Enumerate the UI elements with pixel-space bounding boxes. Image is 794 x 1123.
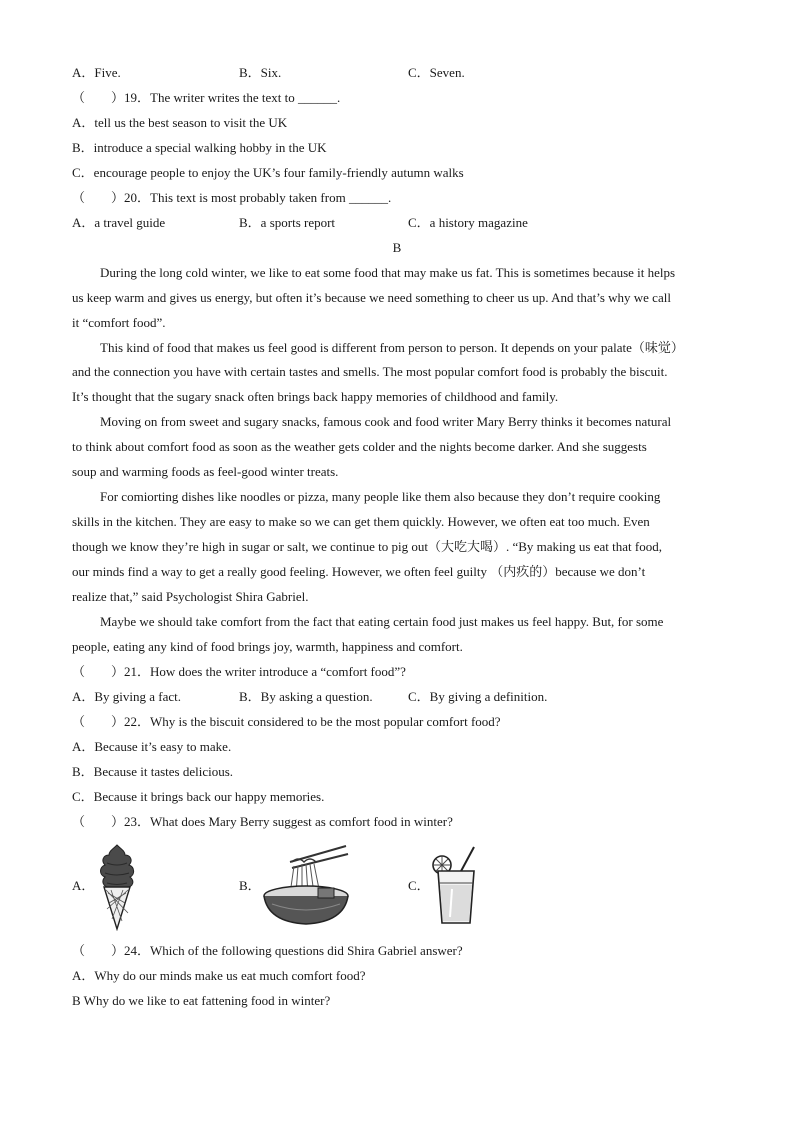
- q19-option-c: C．encourage people to enjoy the UK’s four family-friendly autumn walks: [72, 165, 464, 180]
- passage-line: Moving on from sweet and sugary snacks, famous cook and food writer Mary Berry thinks it becomes natural: [100, 414, 672, 429]
- q24-stem: （ ）24．Which of the following questions did Shira Gabriel answer?: [72, 943, 463, 958]
- q21-option-b: B．By asking a question.: [239, 689, 373, 704]
- q22-option-a: A．Because it’s easy to make.: [72, 739, 232, 754]
- passage-line: It’s thought that the sugary snack often brings back happy memories of childhood and family.: [72, 389, 559, 404]
- q24-option-b: B Why do we like to eat fattening food in winter?: [72, 993, 331, 1008]
- ice-cream-cone-icon: [95, 843, 139, 931]
- q22-stem: （ ）22．Why is the biscuit considered to be the most popular comfort food?: [72, 714, 501, 729]
- passage-line: soup and warming foods as feel-good winter treats.: [72, 464, 339, 479]
- q23-stem: （ ）23．What does Mary Berry suggest as comfort food in winter?: [72, 814, 453, 829]
- passage-line: and the connection you have with certain tastes and smells. The most popular comfort food is probably the biscuit.: [72, 364, 668, 379]
- passage-line: Maybe we should take comfort from the fact that eating certain food just makes us feel happy. But, for some: [100, 614, 664, 629]
- q22-option-c: C．Because it brings back our happy memories.: [72, 789, 325, 804]
- passage-line: people, eating any kind of food brings joy, warmth, happiness and comfort.: [72, 639, 463, 654]
- q19-option-a: A．tell us the best season to visit the UK: [72, 115, 288, 130]
- q18-option-b: B．Six.: [239, 65, 282, 80]
- q22-option-b: B．Because it tastes delicious.: [72, 764, 234, 779]
- q23-option-b-label: B．: [239, 878, 261, 893]
- q21-stem: （ ）21．How does the writer introduce a “comfort food”?: [72, 664, 406, 679]
- q21-option-a: A．By giving a fact.: [72, 689, 182, 704]
- passage-line: our minds find a way to get a really good feeling. However, we often feel guilty （内疚的）because we don’t: [72, 564, 646, 579]
- passage-line: realize that,” said Psychologist Shira Gabriel.: [72, 589, 309, 604]
- q20-stem: （ ）20．This text is most probably taken from ______.: [72, 190, 392, 205]
- passage-line: it “comfort food”.: [72, 315, 166, 330]
- passage-line: to think about comfort food as soon as the weather gets colder and the nights become darker. And she suggests: [72, 439, 647, 454]
- q23-option-a-label: A．: [72, 878, 95, 893]
- q20-option-a: A．a travel guide: [72, 215, 166, 230]
- q24-option-a: A．Why do our minds make us eat much comfort food?: [72, 968, 366, 983]
- q19-stem: （ ）19．The writer writes the text to ______.: [72, 90, 341, 105]
- q18-option-a: A．Five.: [72, 65, 121, 80]
- section-b-title: B: [392, 240, 402, 255]
- passage-line: For comiorting dishes like noodles or pizza, many people like them also because they don’t require cooking: [100, 489, 661, 504]
- q20-option-c: C．a history magazine: [408, 215, 528, 230]
- passage-line: During the long cold winter, we like to eat some food that may make us fat. This is sometimes because it helps: [100, 265, 676, 280]
- q20-option-b: B．a sports report: [239, 215, 336, 230]
- noodle-bowl-icon: [262, 842, 350, 928]
- juice-glass-icon: [430, 845, 484, 927]
- passage-line: though we know they’re high in sugar or salt, we continue to pig out（大吃大喝）. “By making us eat that food,: [72, 539, 662, 554]
- passage-line: This kind of food that makes us feel good is different from person to person. It depends on your palate（味觉）: [100, 340, 684, 355]
- q18-option-c: C．Seven.: [408, 65, 465, 80]
- passage-line: us keep warm and gives us energy, but often it’s because we need something to cheer us up. And that’s why we call: [72, 290, 671, 305]
- q21-option-c: C．By giving a definition.: [408, 689, 548, 704]
- passage-line: skills in the kitchen. They are easy to make so we can get them quickly. However, we often eat too much. Even: [72, 514, 650, 529]
- q23-option-c-label: C．: [408, 878, 430, 893]
- q19-option-b: B．introduce a special walking hobby in the UK: [72, 140, 327, 155]
